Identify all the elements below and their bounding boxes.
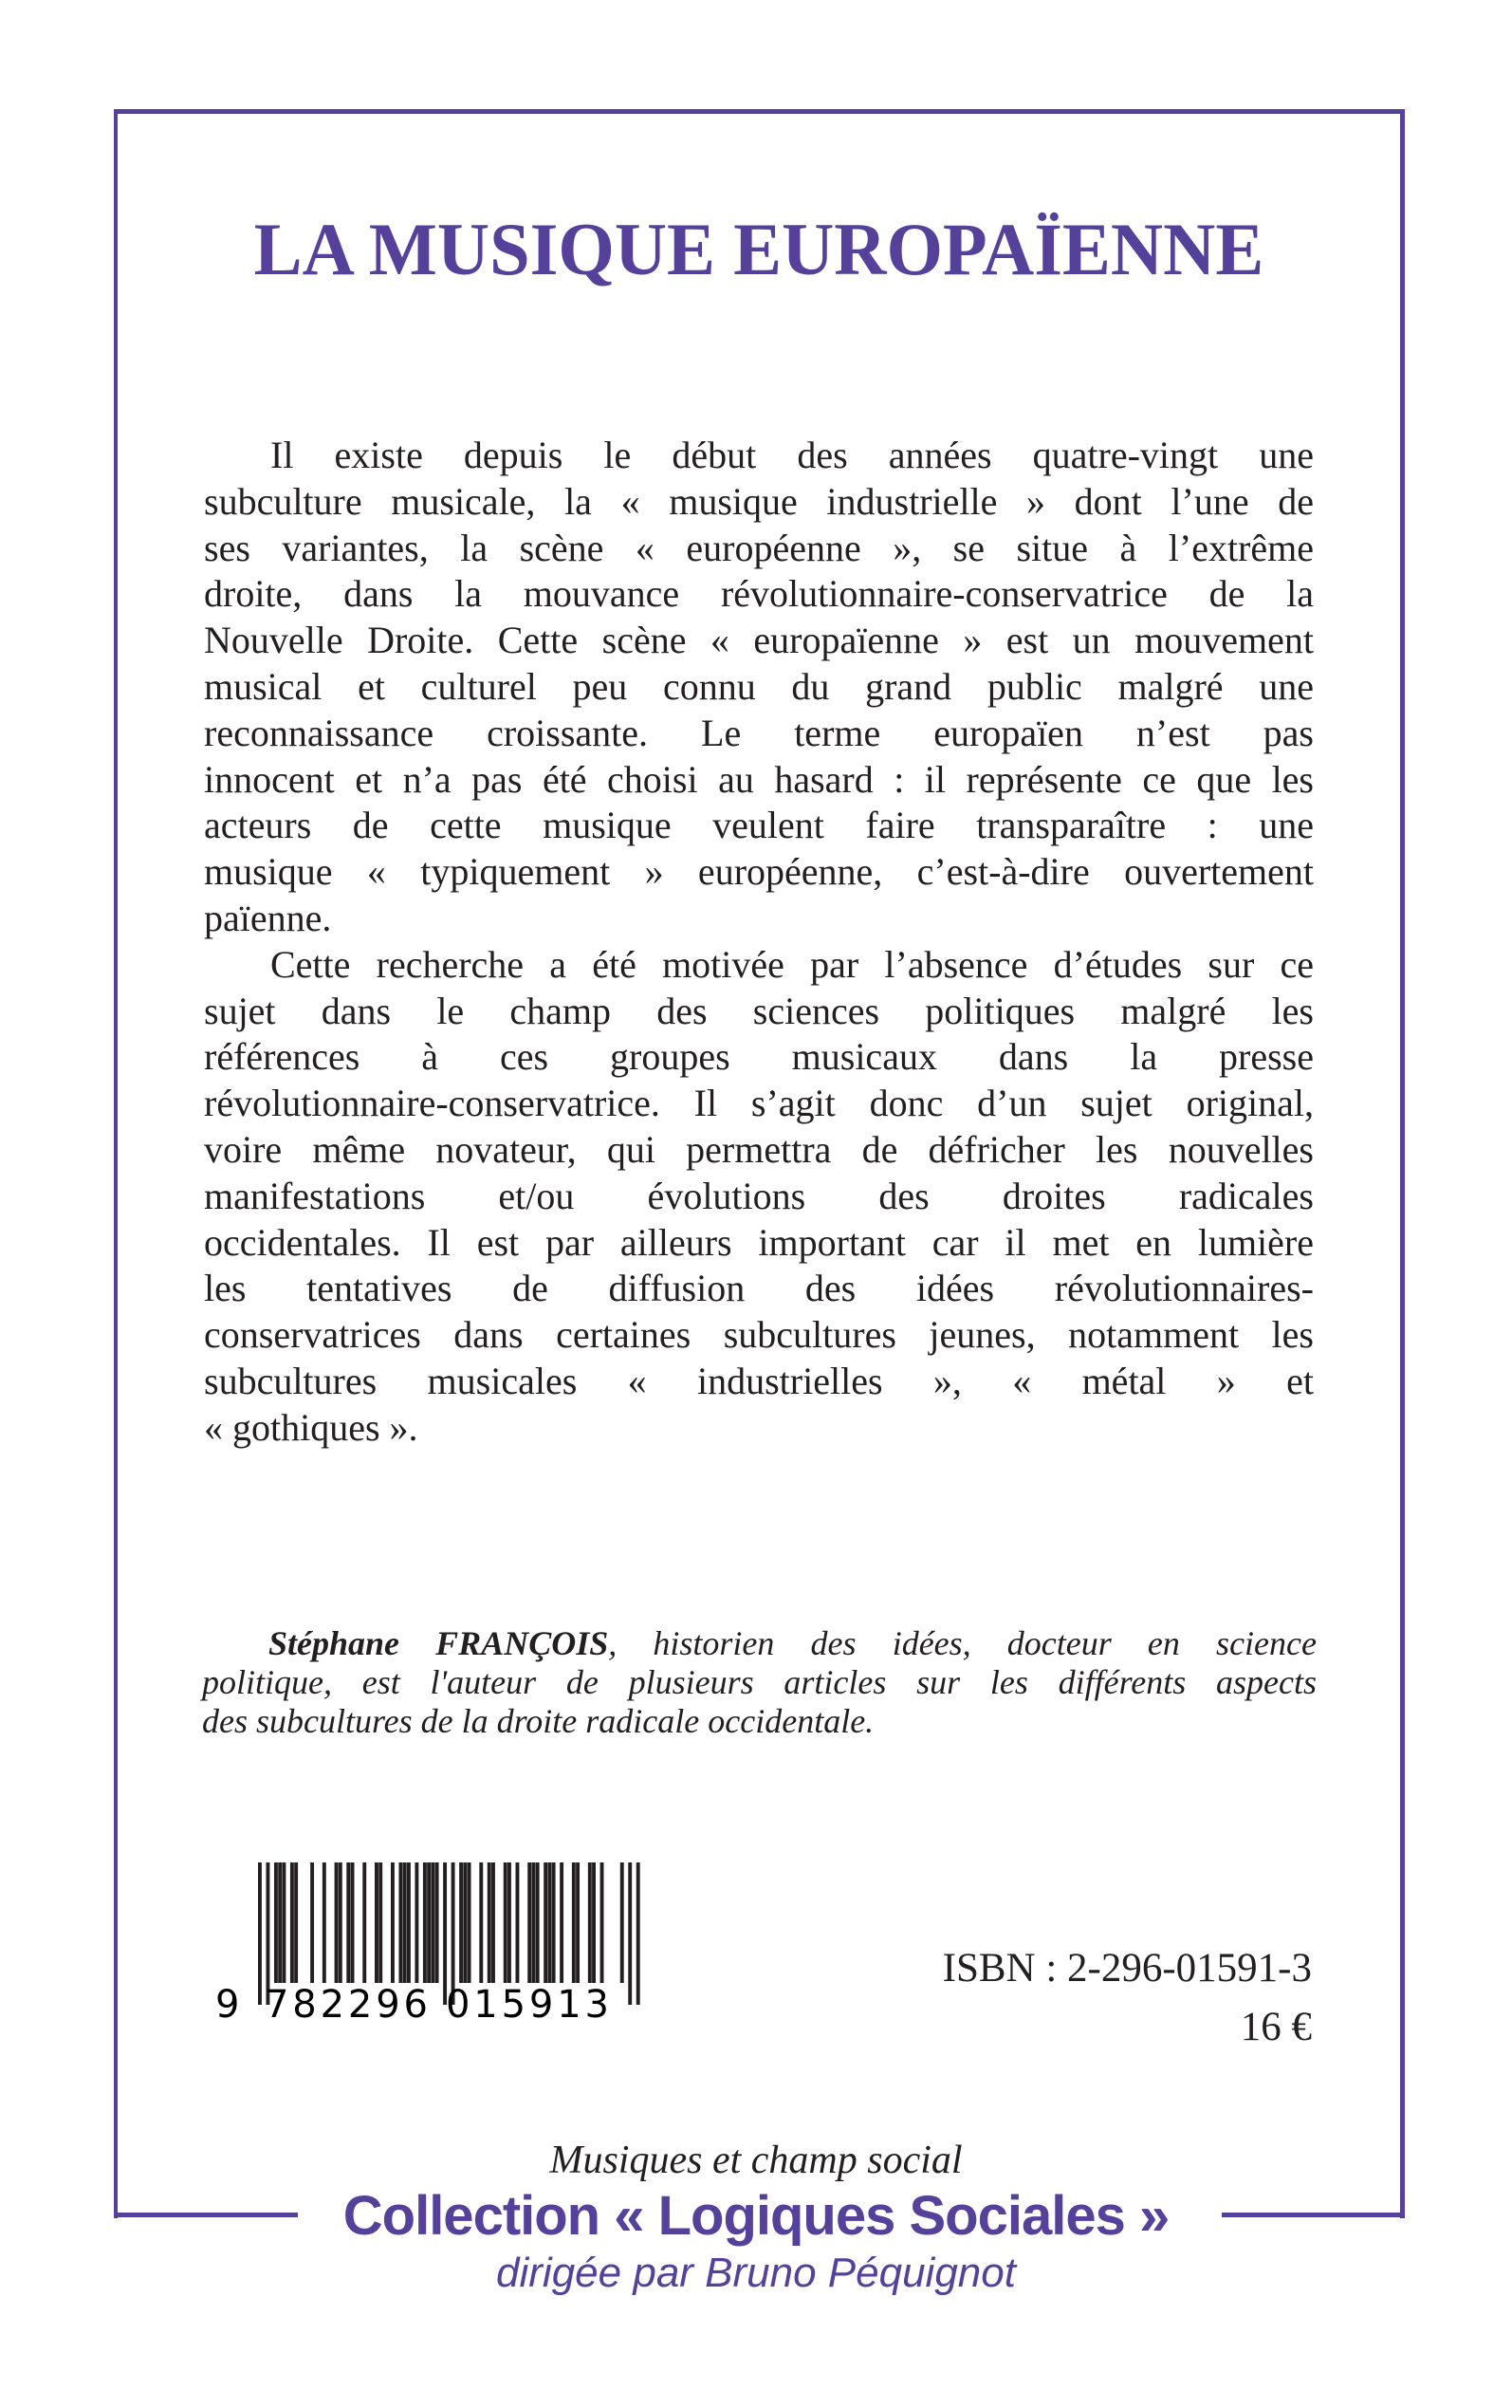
text-line: reconnaissance croissante. Le terme europaïen n’est pas	[204, 711, 1314, 754]
text-line: voire même novateur, qui permettra de défricher les nouvelles	[204, 1127, 1314, 1171]
barcode-left-digits: 782296	[265, 1983, 428, 2026]
text-line: « gothiques ».	[204, 1405, 418, 1449]
barcode-right-digits: 015913	[446, 1983, 609, 2026]
text-line: musical et culturel peu connu du grand public malgré une	[204, 664, 1314, 708]
bio-line: des subcultures de la droite radicale occidentale.	[202, 1702, 875, 1740]
text-line: païenne.	[204, 896, 332, 939]
text-line: sujet dans le champ des sciences politiques malgré les	[204, 989, 1314, 1032]
isbn: ISBN : 2-296-01591-3	[942, 1946, 1312, 1991]
author-bio	[202, 1624, 1317, 1741]
text-line: Nouvelle Droite. Cette scène « europaïenne » est un mouvement	[204, 619, 1314, 662]
text-line: musique « typiquement » européenne, c’est-à-dire ouvertement	[204, 850, 1314, 894]
book-title: LA MUSIQUE EUROPAÏENNE	[253, 208, 1264, 290]
text-line: subcultures musicales « industrielles », « métal » et	[204, 1359, 1314, 1402]
summary-text	[204, 433, 1314, 1452]
text-line: occidentales. Il est par ailleurs important car il met en lumière	[204, 1220, 1314, 1264]
text-line: manifestations et/ou évolutions des droites radicales	[204, 1174, 1314, 1217]
frame-left-border	[114, 109, 118, 2218]
text-line: les tentatives de diffusion des idées révolutionnaires-	[204, 1267, 1314, 1310]
text-line: Cette recherche a été motivée par l’absence d’études sur ce	[270, 942, 1314, 986]
text-line: acteurs de cette musique veulent faire transparaître : une	[204, 804, 1314, 847]
text-line: références à ces groupes musicaux dans la presse	[204, 1035, 1314, 1079]
bio-line	[202, 1624, 1317, 1663]
barcode	[211, 1862, 647, 2026]
price: 16 €	[1240, 2005, 1312, 2049]
collection-name: Collection « Logiques Sociales »	[342, 2185, 1170, 2247]
text-line: ses variantes, la scène « européenne », se situe à l’extrême	[204, 526, 1314, 569]
bio-line-1-rest: , historien des idées, docteur en science	[608, 1624, 1317, 1662]
text-line: conservatrices dans certaines subcultures jeunes, notamment les	[204, 1313, 1314, 1357]
barcode-lead-digit: 9	[215, 1983, 240, 2026]
paragraph-1	[204, 433, 1314, 942]
frame-right-border	[1400, 109, 1405, 2218]
text-line: droite, dans la mouvance révolutionnaire-conservatrice de la	[204, 572, 1314, 616]
text-line: innocent et n’a pas été choisi au hasard : il représente ce que les	[204, 757, 1314, 801]
author-name: Stéphane FRANÇOIS	[268, 1624, 609, 1662]
series-name: Musiques et champ social	[549, 2139, 963, 2182]
barcode-icon	[211, 1862, 647, 2026]
bio-line: politique, est l'auteur de plusieurs articles sur les différents aspects	[202, 1663, 1317, 1701]
paragraph-2	[204, 942, 1314, 1452]
collection-director: dirigée par Bruno Péquignot	[496, 2250, 1016, 2296]
text-line: révolutionnaire-conservatrice. Il s’agit donc d’un sujet original,	[204, 1082, 1314, 1125]
text-line: Il existe depuis le début des années quatre-vingt une	[270, 434, 1314, 476]
frame-top-border	[114, 109, 1405, 114]
text-line: subculture musicale, la « musique industrielle » dont l’une de	[204, 479, 1314, 523]
